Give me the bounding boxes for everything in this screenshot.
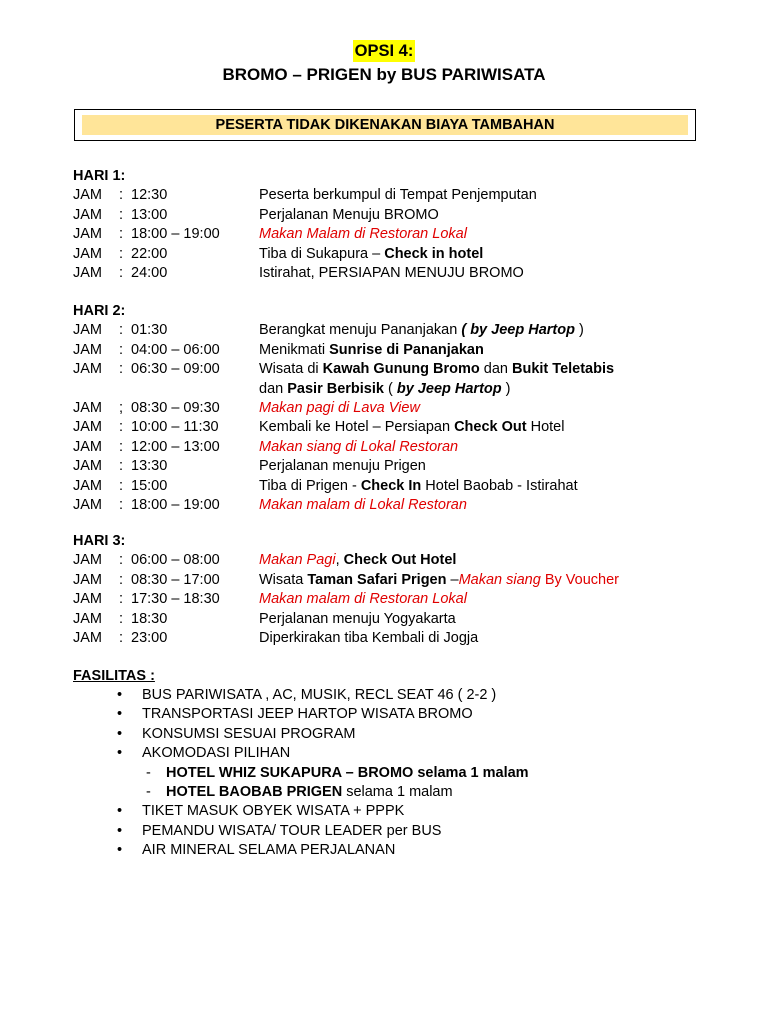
- separator: :: [119, 552, 124, 569]
- text-run: Makan siang di Lokal Restoran: [259, 438, 459, 455]
- text-run: by Jeep Hartop: [396, 380, 502, 397]
- text-run: Makan malam di Lokal Restoran: [259, 496, 467, 513]
- time-value: 18:30: [131, 610, 168, 627]
- activity-text: [259, 399, 420, 418]
- text-run: Kembali ke Hotel – Persiapan: [259, 419, 455, 436]
- time-value: 13:30: [131, 458, 168, 475]
- jam-label: JAM: [73, 322, 102, 339]
- day-label: HARI 1:: [73, 168, 126, 184]
- separator: :: [119, 496, 124, 513]
- facility-item: [73, 783, 673, 802]
- jam-label: JAM: [73, 419, 102, 436]
- activity-text: [259, 360, 614, 379]
- separator: :: [119, 206, 124, 223]
- schedule-row: [73, 438, 713, 457]
- time-value: 06:00 – 08:00: [131, 552, 220, 569]
- text-run: Check in hotel: [384, 245, 484, 262]
- schedule-row: [73, 477, 713, 496]
- schedule-row: [73, 496, 713, 515]
- facilities-list: [73, 686, 673, 861]
- bullet-icon: •: [117, 745, 123, 762]
- day-3-section: [73, 532, 713, 648]
- text-run: Makan Malam di Restoran Lokal: [259, 226, 467, 243]
- facility-subtext: [166, 764, 529, 783]
- facilities-title: FASILITAS :: [73, 668, 155, 684]
- day-1-section: [73, 167, 713, 283]
- text-run: Perjalanan menuju Prigen: [259, 458, 426, 475]
- text-run: Makan pagi di Lava View: [259, 399, 420, 416]
- activity-text: [259, 551, 456, 570]
- text-run: Tiba di Prigen -: [259, 477, 361, 494]
- jam-label: JAM: [73, 496, 102, 513]
- text-run: Kawah Gunung Bromo: [322, 361, 480, 378]
- text-run: Makan siang: [458, 571, 541, 588]
- text-run: Diperkirakan tiba Kembali di Jogja: [259, 629, 479, 646]
- activity-text: [259, 186, 537, 205]
- text-run: Taman Safari Prigen: [307, 571, 447, 588]
- facility-item: [73, 822, 673, 841]
- notice-box: [74, 109, 696, 141]
- notice-text: PESERTA TIDAK DIKENAKAN BIAYA TAMBAHAN: [82, 115, 688, 135]
- text-run: AIR MINERAL SELAMA PERJALANAN: [142, 842, 396, 859]
- time-value: 08:30 – 17:00: [131, 571, 220, 588]
- jam-label: JAM: [73, 399, 102, 416]
- facility-item: [73, 686, 673, 705]
- separator: :: [119, 610, 124, 627]
- jam-label: JAM: [73, 341, 102, 358]
- jam-label: JAM: [73, 591, 102, 608]
- text-run: selama 1 malam: [342, 783, 453, 800]
- time-value: 04:00 – 06:00: [131, 341, 220, 358]
- facility-item: [73, 725, 673, 744]
- jam-label: JAM: [73, 571, 102, 588]
- text-run: ( by Jeep Hartop: [461, 322, 575, 339]
- time-value: 22:00: [131, 245, 168, 262]
- schedule-row: [73, 360, 713, 379]
- time-value: 18:00 – 19:00: [131, 496, 220, 513]
- activity-text: [259, 341, 484, 360]
- option-heading: [0, 40, 768, 62]
- text-run: Check In: [360, 477, 422, 494]
- text-run: PEMANDU WISATA/ TOUR LEADER per BUS: [142, 822, 442, 839]
- text-run: Wisata: [259, 571, 308, 588]
- schedule-row: [73, 264, 713, 283]
- facility-text: [142, 705, 473, 724]
- text-run: Hotel Baobab - Istirahat: [421, 477, 578, 494]
- activity-text: [259, 418, 564, 437]
- activity-text: [259, 380, 510, 399]
- text-run: TIKET MASUK OBYEK WISATA + PPPK: [142, 803, 405, 820]
- separator: :: [119, 322, 124, 339]
- text-run: By Voucher: [540, 571, 619, 588]
- time-value: 08:30 – 09:30: [131, 399, 220, 416]
- text-run: Bukit Teletabis: [512, 361, 615, 378]
- separator: :: [119, 245, 124, 262]
- schedule-row: [73, 245, 713, 264]
- text-run: BUS PARIWISATA , AC, MUSIK, RECL SEAT 46 ( 2-2 ): [142, 687, 497, 703]
- text-run: Wisata di: [259, 361, 323, 378]
- bullet-icon: •: [117, 822, 123, 839]
- schedule-row: [73, 206, 713, 225]
- time-value: 13:00: [131, 206, 168, 223]
- schedule-row: [73, 457, 713, 476]
- separator: :: [119, 591, 124, 608]
- activity-text: [259, 571, 619, 590]
- jam-label: JAM: [73, 361, 102, 378]
- text-run: Check Out Hotel: [343, 552, 457, 569]
- option-label: OPSI 4:: [354, 42, 414, 60]
- jam-label: JAM: [73, 206, 102, 223]
- separator: :: [119, 226, 124, 243]
- jam-label: JAM: [73, 264, 102, 281]
- jam-label: JAM: [73, 438, 102, 455]
- separator: ;: [119, 399, 124, 416]
- activity-text: [259, 264, 524, 283]
- activity-text: [259, 457, 426, 476]
- activity-text: [259, 225, 467, 244]
- text-run: KONSUMSI SESUAI PROGRAM: [142, 725, 356, 742]
- text-run: Pasir Berbisik: [287, 380, 384, 397]
- text-run: ): [501, 380, 511, 397]
- facility-item: [73, 802, 673, 821]
- facility-item: [73, 841, 673, 860]
- time-value: 17:30 – 18:30: [131, 591, 220, 608]
- text-run: Istirahat, PERSIAPAN MENUJU BROMO: [259, 264, 524, 281]
- separator: :: [119, 571, 124, 588]
- jam-label: JAM: [73, 610, 102, 627]
- text-run: Menikmati: [259, 341, 330, 358]
- activity-text: [259, 629, 478, 648]
- text-run: AKOMODASI PILIHAN: [142, 745, 291, 762]
- facility-text: [142, 822, 441, 841]
- time-value: 12:30: [131, 187, 168, 204]
- separator: :: [119, 341, 124, 358]
- time-value: 18:00 – 19:00: [131, 226, 220, 243]
- bullet-icon: •: [117, 687, 123, 703]
- activity-text: [259, 321, 584, 340]
- time-value: 10:00 – 11:30: [131, 419, 219, 436]
- facility-text: [142, 686, 496, 705]
- activity-text: [259, 438, 458, 457]
- page-title: BROMO – PRIGEN by BUS PARIWISATA: [222, 65, 546, 84]
- separator: :: [119, 264, 124, 281]
- text-run: ,: [335, 552, 344, 569]
- time-value: 01:30: [131, 322, 168, 339]
- activity-text: [259, 206, 439, 225]
- text-run: Tiba di Sukapura –: [259, 245, 385, 262]
- text-run: Makan malam di Restoran Lokal: [259, 591, 467, 608]
- text-run: ): [574, 322, 584, 339]
- time-value: 24:00: [131, 264, 168, 281]
- jam-label: JAM: [73, 477, 102, 494]
- facility-item: [73, 744, 673, 763]
- activity-text: [259, 610, 456, 629]
- time-value: 23:00: [131, 629, 168, 646]
- time-value: 15:00: [131, 477, 168, 494]
- separator: :: [119, 629, 124, 646]
- text-run: dan: [259, 380, 288, 397]
- schedule-row: [73, 321, 713, 340]
- bullet-icon: •: [117, 706, 123, 723]
- separator: :: [119, 187, 124, 204]
- schedule-row: [73, 186, 713, 205]
- schedule-row: [73, 380, 713, 399]
- schedule-row: [73, 225, 713, 244]
- text-run: TRANSPORTASI JEEP HARTOP WISATA BROMO: [142, 706, 473, 723]
- text-run: Hotel: [526, 419, 565, 436]
- bullet-icon: •: [117, 725, 123, 742]
- time-value: 12:00 – 13:00: [131, 438, 220, 455]
- text-run: HOTEL WHIZ SUKAPURA – BROMO selama 1 malam: [166, 764, 529, 781]
- facility-text: [142, 802, 404, 821]
- separator: :: [119, 477, 124, 494]
- text-run: Berangkat menuju Pananjakan: [259, 322, 462, 339]
- schedule-row: [73, 629, 713, 648]
- activity-text: [259, 245, 483, 264]
- jam-label: JAM: [73, 629, 102, 646]
- activity-text: [259, 496, 467, 515]
- schedule-row: [73, 399, 713, 418]
- facility-text: [142, 841, 395, 860]
- text-run: Makan Pagi: [259, 552, 336, 569]
- jam-label: JAM: [73, 187, 102, 204]
- text-run: HOTEL BAOBAB PRIGEN: [166, 783, 343, 800]
- day-label: HARI 3:: [73, 533, 126, 549]
- activity-text: [259, 590, 467, 609]
- text-run: Perjalanan Menuju BROMO: [259, 206, 439, 223]
- facility-item: [73, 764, 673, 783]
- schedule-row: [73, 571, 713, 590]
- schedule-row: [73, 341, 713, 360]
- schedule-row: [73, 418, 713, 437]
- separator: :: [119, 419, 124, 436]
- facility-item: [73, 705, 673, 724]
- dash-icon: -: [146, 764, 151, 781]
- jam-label: JAM: [73, 245, 102, 262]
- jam-label: JAM: [73, 552, 102, 569]
- bullet-icon: •: [117, 842, 123, 859]
- text-run: (: [383, 380, 397, 397]
- text-run: –: [446, 571, 459, 588]
- dash-icon: -: [146, 783, 151, 800]
- schedule-row: [73, 551, 713, 570]
- day-label: HARI 2:: [73, 303, 126, 319]
- time-value: 06:30 – 09:00: [131, 361, 220, 378]
- facility-text: [142, 744, 290, 763]
- activity-text: [259, 477, 578, 496]
- schedule-row: [73, 610, 713, 629]
- jam-label: JAM: [73, 226, 102, 243]
- text-run: Perjalanan menuju Yogyakarta: [259, 610, 456, 627]
- text-run: Peserta berkumpul di Tempat Penjemputan: [259, 187, 537, 204]
- facility-text: [142, 725, 356, 744]
- text-run: Check Out: [454, 419, 527, 436]
- jam-label: JAM: [73, 458, 102, 475]
- bullet-icon: •: [117, 803, 123, 820]
- schedule-row: [73, 590, 713, 609]
- text-run: dan: [479, 361, 513, 378]
- facility-subtext: [166, 783, 453, 802]
- separator: :: [119, 438, 124, 455]
- separator: :: [119, 361, 124, 378]
- day-2-section: [73, 302, 713, 515]
- separator: :: [119, 458, 124, 475]
- text-run: Sunrise di Pananjakan: [329, 341, 484, 358]
